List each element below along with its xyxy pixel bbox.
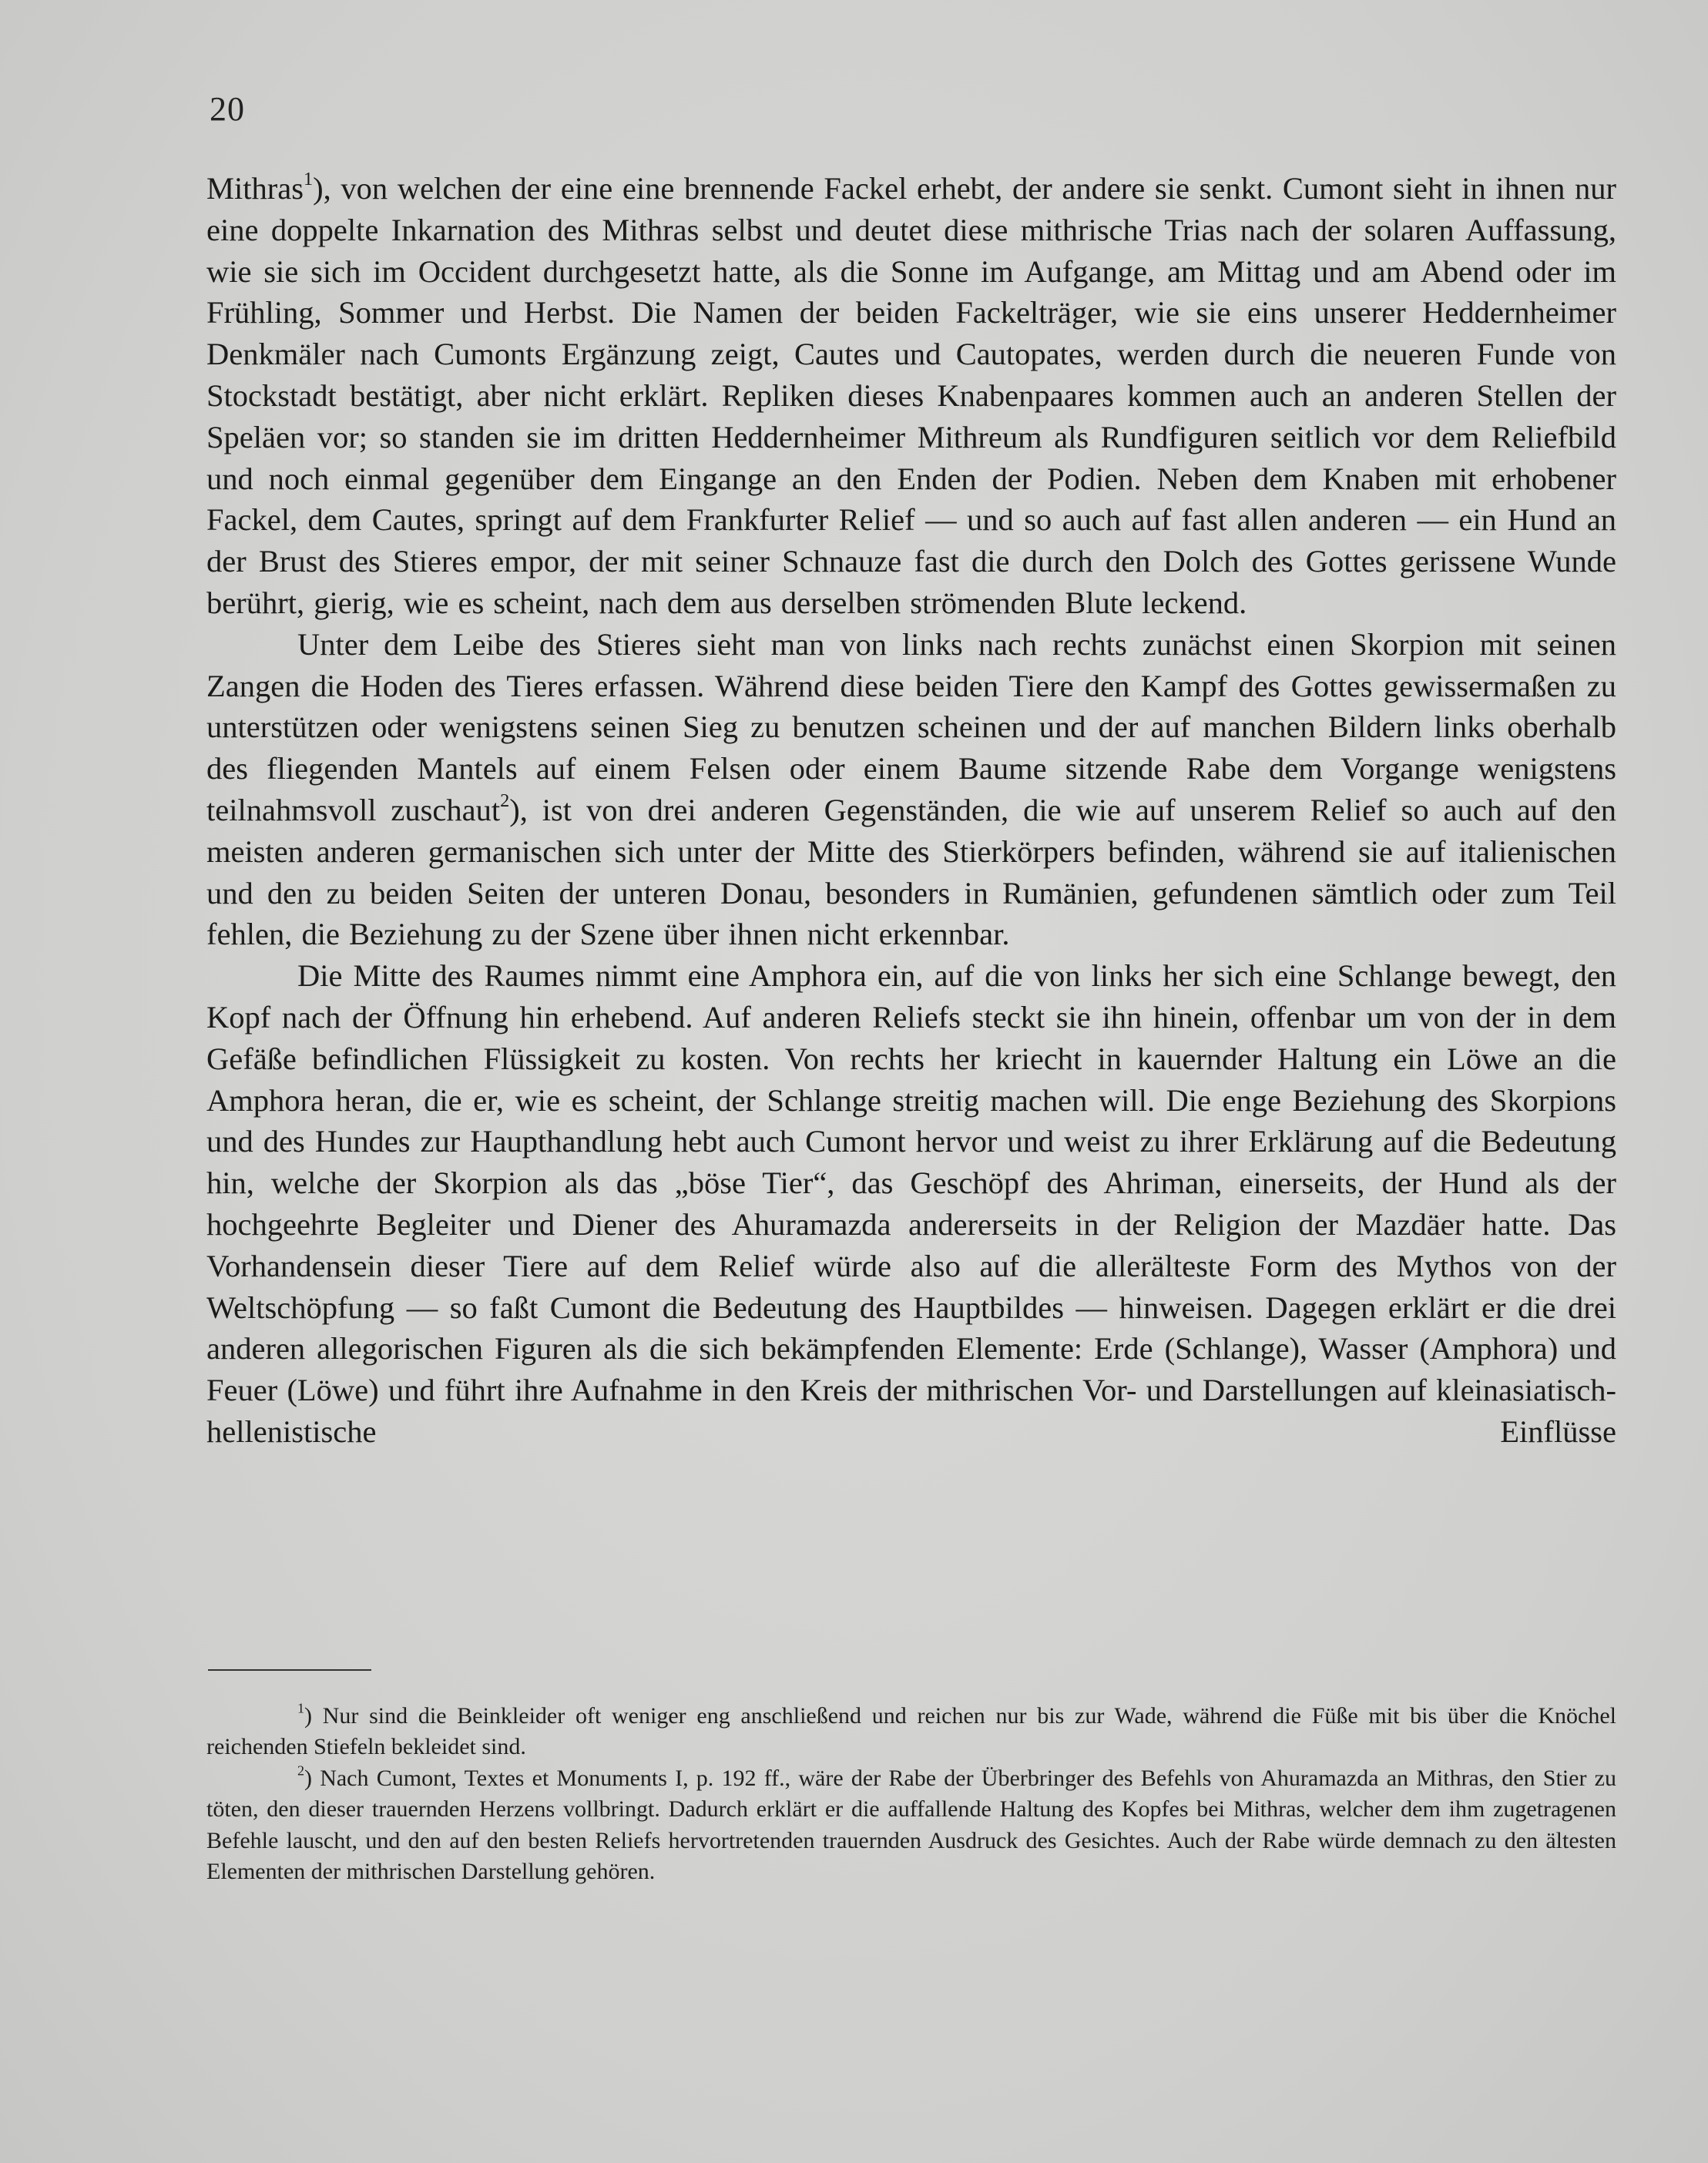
footnote-2-mark: 2	[297, 1762, 304, 1779]
footnote-1	[206, 1701, 1616, 1763]
paragraph-1-text-end: ), von welchen der eine eine brennende Fackel erhebt, der andere sie senkt. Cumont sieht in ihnen nur eine doppelte Inkarnation des Mithras selbst und deutet diese mithrische Trias nach der solaren Auffassung, wie sie sich im Occident durchgesetzt hatte, als die Sonne im Aufgange, am Mittag und am Abend oder im Frühling, Sommer und Herbst. Die Namen der beiden Fackelträger, wie sie eins unserer Heddernheimer Denkmäler nach Cumonts Ergänzung zeigt, Cautes und Cautopates, werden durch die neueren Funde von Stockstadt bestätigt, aber nicht erklärt. Repliken dieses Knabenpaares kommen auch an anderen Stellen der Speläen vor; so standen sie im dritten Heddernheimer Mithreum als Rundfiguren seitlich vor dem Reliefbild und noch einmal gegenüber dem Eingange an den Enden der Podien. Neben dem Knaben mit erhobener Fackel, dem Cautes, springt auf dem Frankfurter Relief — und so auch auf fast allen anderen — ein Hund an der Brust des Stieres empor, der mit seiner Schnauze fast die durch den Dolch des Gottes gerissene Wunde berührt, gierig, wie es scheint, nach dem aus derselben strömenden Blute leckend.	[206, 171, 1616, 620]
footnote-1-mark: 1	[297, 1700, 304, 1716]
paragraph-2-text-start: Unter dem Leibe des Stieres sieht man von links nach rechts zunächst einen Skorpion mit seinen Zangen die Hoden des Tieres erfassen. Während diese beiden Tiere den Kampf des Gottes gewissermaßen zu unterstützen oder wenigstens seinen Sieg zu benutzen scheinen und der auf manchen Bildern links oberhalb des fliegenden Mantels auf einem Felsen oder einem Baume sitzende Rabe dem Vorgange wenigstens teilnahmsvoll zuschaut	[206, 626, 1616, 827]
footnote-2-text: ) Nach Cumont, Textes et Monuments I, p. 192 ff., wäre der Rabe der Überbringer des Befehls von Ahuramazda an Mithras, den Stier zu töten, den dieser trauernden Herzens vollbringt. Dadurch erklärt er die auffallende Haltung des Kopfes bei Mithras, welcher dem ihm zugetragenen Befehle lauscht, und den auf den besten Reliefs hervortretenden trauernden Ausdruck des Gesichtes. Auch der Rabe würde demnach zu den ältesten Elementen der mithrischen Darstellung gehören.	[206, 1765, 1616, 1885]
footnote-ref-1: 1	[304, 168, 314, 189]
footnote-separator	[208, 1669, 371, 1671]
footnote-2	[206, 1763, 1616, 1888]
main-text	[206, 168, 1616, 1453]
page-number: 20	[210, 90, 245, 128]
paragraph-1-text-start: Mithras	[206, 171, 304, 206]
paragraph-3-text: Die Mitte des Raumes nimmt eine Amphora ein, auf die von links her sich eine Schlange bewegt, den Kopf nach der Öffnung hin erhebend. Auf anderen Reliefs steckt sie ihn hinein, offenbar um von der in dem Gefäße befindlichen Flüssigkeit zu kosten. Von rechts her kriecht in kauernder Haltung ein Löwe an die Amphora heran, die er, wie es scheint, der Schlange streitig machen will. Die enge Beziehung des Skorpions und des Hundes zur Haupthandlung hebt auch Cumont hervor und weist zu ihrer Erklärung auf die Bedeutung hin, welche der Skorpion als das „böse Tier“, das Geschöpf des Ahriman, einerseits, der Hund als der hochgeehrte Begleiter und Diener des Ahuramazda andererseits in der Religion der Mazdäer hatte. Das Vorhandensein dieser Tiere auf dem Relief würde also auf die allerälteste Form des Mythos von der Weltschöpfung — so faßt Cumont die Bedeutung des Hauptbildes — hinweisen. Dagegen erklärt er die drei anderen allegorischen Figuren als die sich bekämpfenden Elemente: Erde (Schlange), Wasser (Amphora) und Feuer (Löwe) und führt ihre Aufnahme in den Kreis der mithrischen Vor- und Darstellungen auf kleinasiatisch-hellenistische Einflüsse	[206, 958, 1616, 1449]
footnotes	[206, 1701, 1616, 1887]
paragraph-2	[206, 624, 1616, 955]
paragraph-3	[206, 955, 1616, 1453]
footnote-1-text: ) Nur sind die Beinkleider oft weniger eng anschließend und reichen nur bis zur Wade, während die Füße mit bis über die Knöchel reichenden Stiefeln bekleidet sind.	[206, 1703, 1616, 1760]
footnote-ref-2: 2	[500, 790, 510, 811]
paragraph-1	[206, 168, 1616, 624]
paragraph-2-text-end: ), ist von drei anderen Gegenständen, die wie auf unserem Relief so auch auf den meisten anderen germanischen sich unter der Mitte des Stierkörpers befinden, während sie auf italienischen und den zu beiden Seiten der unteren Donau, besonders in Rumänien, gefundenen sämtlich oder zum Teil fehlen, die Beziehung zu der Szene über ihnen nicht erkennbar.	[206, 792, 1616, 952]
